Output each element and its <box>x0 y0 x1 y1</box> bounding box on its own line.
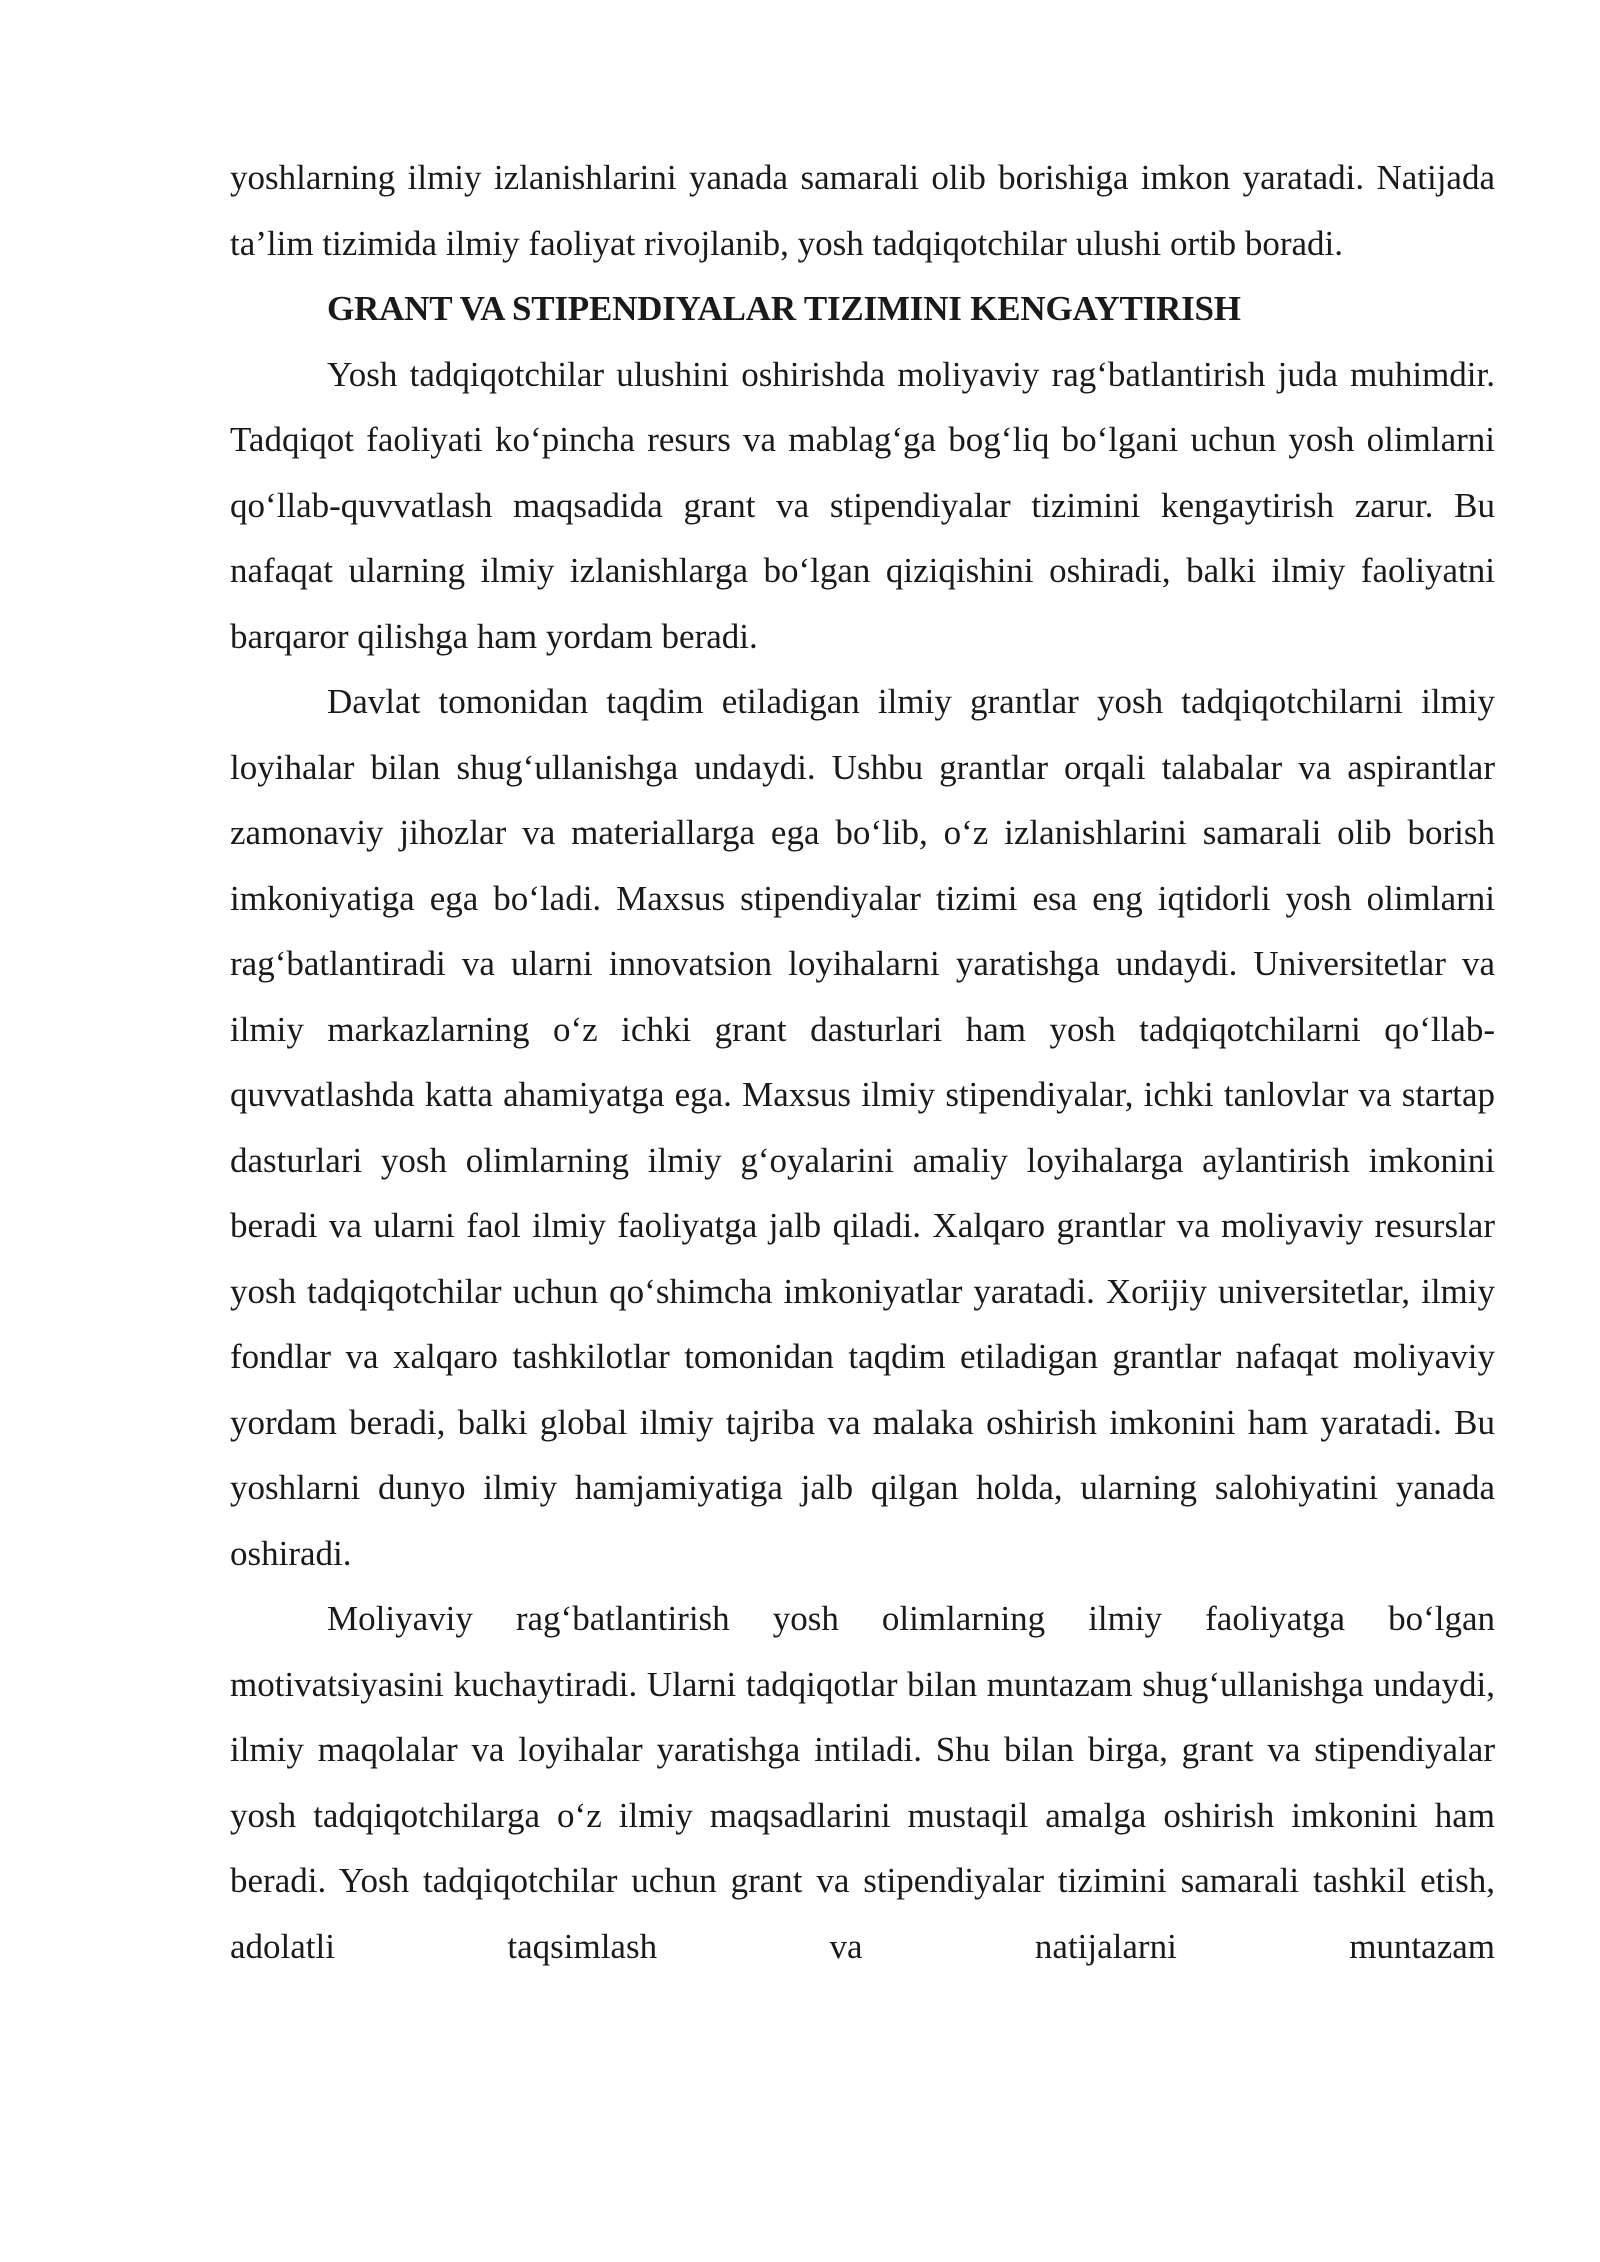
motivation-paragraph: Moliyaviy rag‘batlantirish yosh olimlarning ilmiy faoliyatga bo‘lgan motivatsiyasini kuchaytiradi. Ularni tadqiqotlar bilan muntazam shug‘ullanishga undaydi, ilmiy maqolalar va loyihalar yaratishga intiladi. Shu bilan birga, grant va stipendiyalar yosh tadqiqotchilarga o‘z ilmiy maqsadlarini mustaqil amalga oshirish imkonini ham beradi. Yosh tadqiqotchilar uchun grant va stipendiyalar tizimini samarali tashkil etish, adolatli taqsimlash va natijalarni muntazam <box>230 1599 1495 1966</box>
state-grants-paragraph: Davlat tomonidan taqdim etiladigan ilmiy grantlar yosh tadqiqotchilarni ilmiy loyihalar bilan shug‘ullanishga undaydi. Ushbu grantlar orqali talabalar va aspirantlar zamonaviy jihozlar va materiallarga ega bo‘lib, o‘z izlanishlarini samarali olib borish imkoniyatiga ega bo‘ladi. Maxsus stipendiyalar tizimi esa eng iqtidorli yosh olimlarni rag‘batlantiradi va ularni innovatsion loyihalarni yaratishga undaydi. Universitetlar va ilmiy markazlarning o‘z ichki grant dasturlari ham yosh tadqiqotchilarni qo‘llab-quvvatlashda katta ahamiyatga ega. Maxsus ilmiy stipendiyalar, ichki tanlovlar va startap dasturlari yosh olimlarning ilmiy g‘oyalarini amaliy loyihalarga aylantirish imkonini beradi va ularni faol ilmiy faoliyatga jalb qiladi. Xalqaro grantlar va moliyaviy resurslar yosh tadqiqotchilar uchun qo‘shimcha imkoniyatlar yaratadi. Xorijiy universitetlar, ilmiy fondlar va xalqaro tashkilotlar tomonidan taqdim etiladigan grantlar nafaqat moliyaviy yordam beradi, balki global ilmiy tajriba va malaka oshirish imkonini ham yaratadi. Bu yoshlarni dunyo ilmiy hamjamiyatiga jalb qilgan holda, ularning salohiyatini yanada oshiradi. <box>230 682 1495 1573</box>
document-page <box>230 145 1495 1979</box>
continuation-paragraph: yoshlarning ilmiy izlanishlarini yanada samarali olib borishiga imkon yaratadi. Natijada ta’lim tizimida ilmiy faoliyat rivojlanib, yosh tadqiqotchilar ulushi ortib boradi. <box>230 158 1495 263</box>
intro-paragraph: Yosh tadqiqotchilar ulushini oshirishda moliyaviy rag‘batlantirish juda muhimdir. Tadqiqot faoliyati ko‘pincha resurs va mablag‘ga bog‘liq bo‘lgani uchun yosh olimlarni qo‘llab-quvvatlash maqsadida grant va stipendiyalar tizimini kengaytirish zarur. Bu nafaqat ularning ilmiy izlanishlarga bo‘lgan qiziqishini oshiradi, balki ilmiy faoliyatni barqaror qilishga ham yordam beradi. <box>230 354 1495 656</box>
section-heading: GRANT VA STIPENDIYALAR TIZIMINI KENGAYTIRISH <box>327 289 1241 328</box>
